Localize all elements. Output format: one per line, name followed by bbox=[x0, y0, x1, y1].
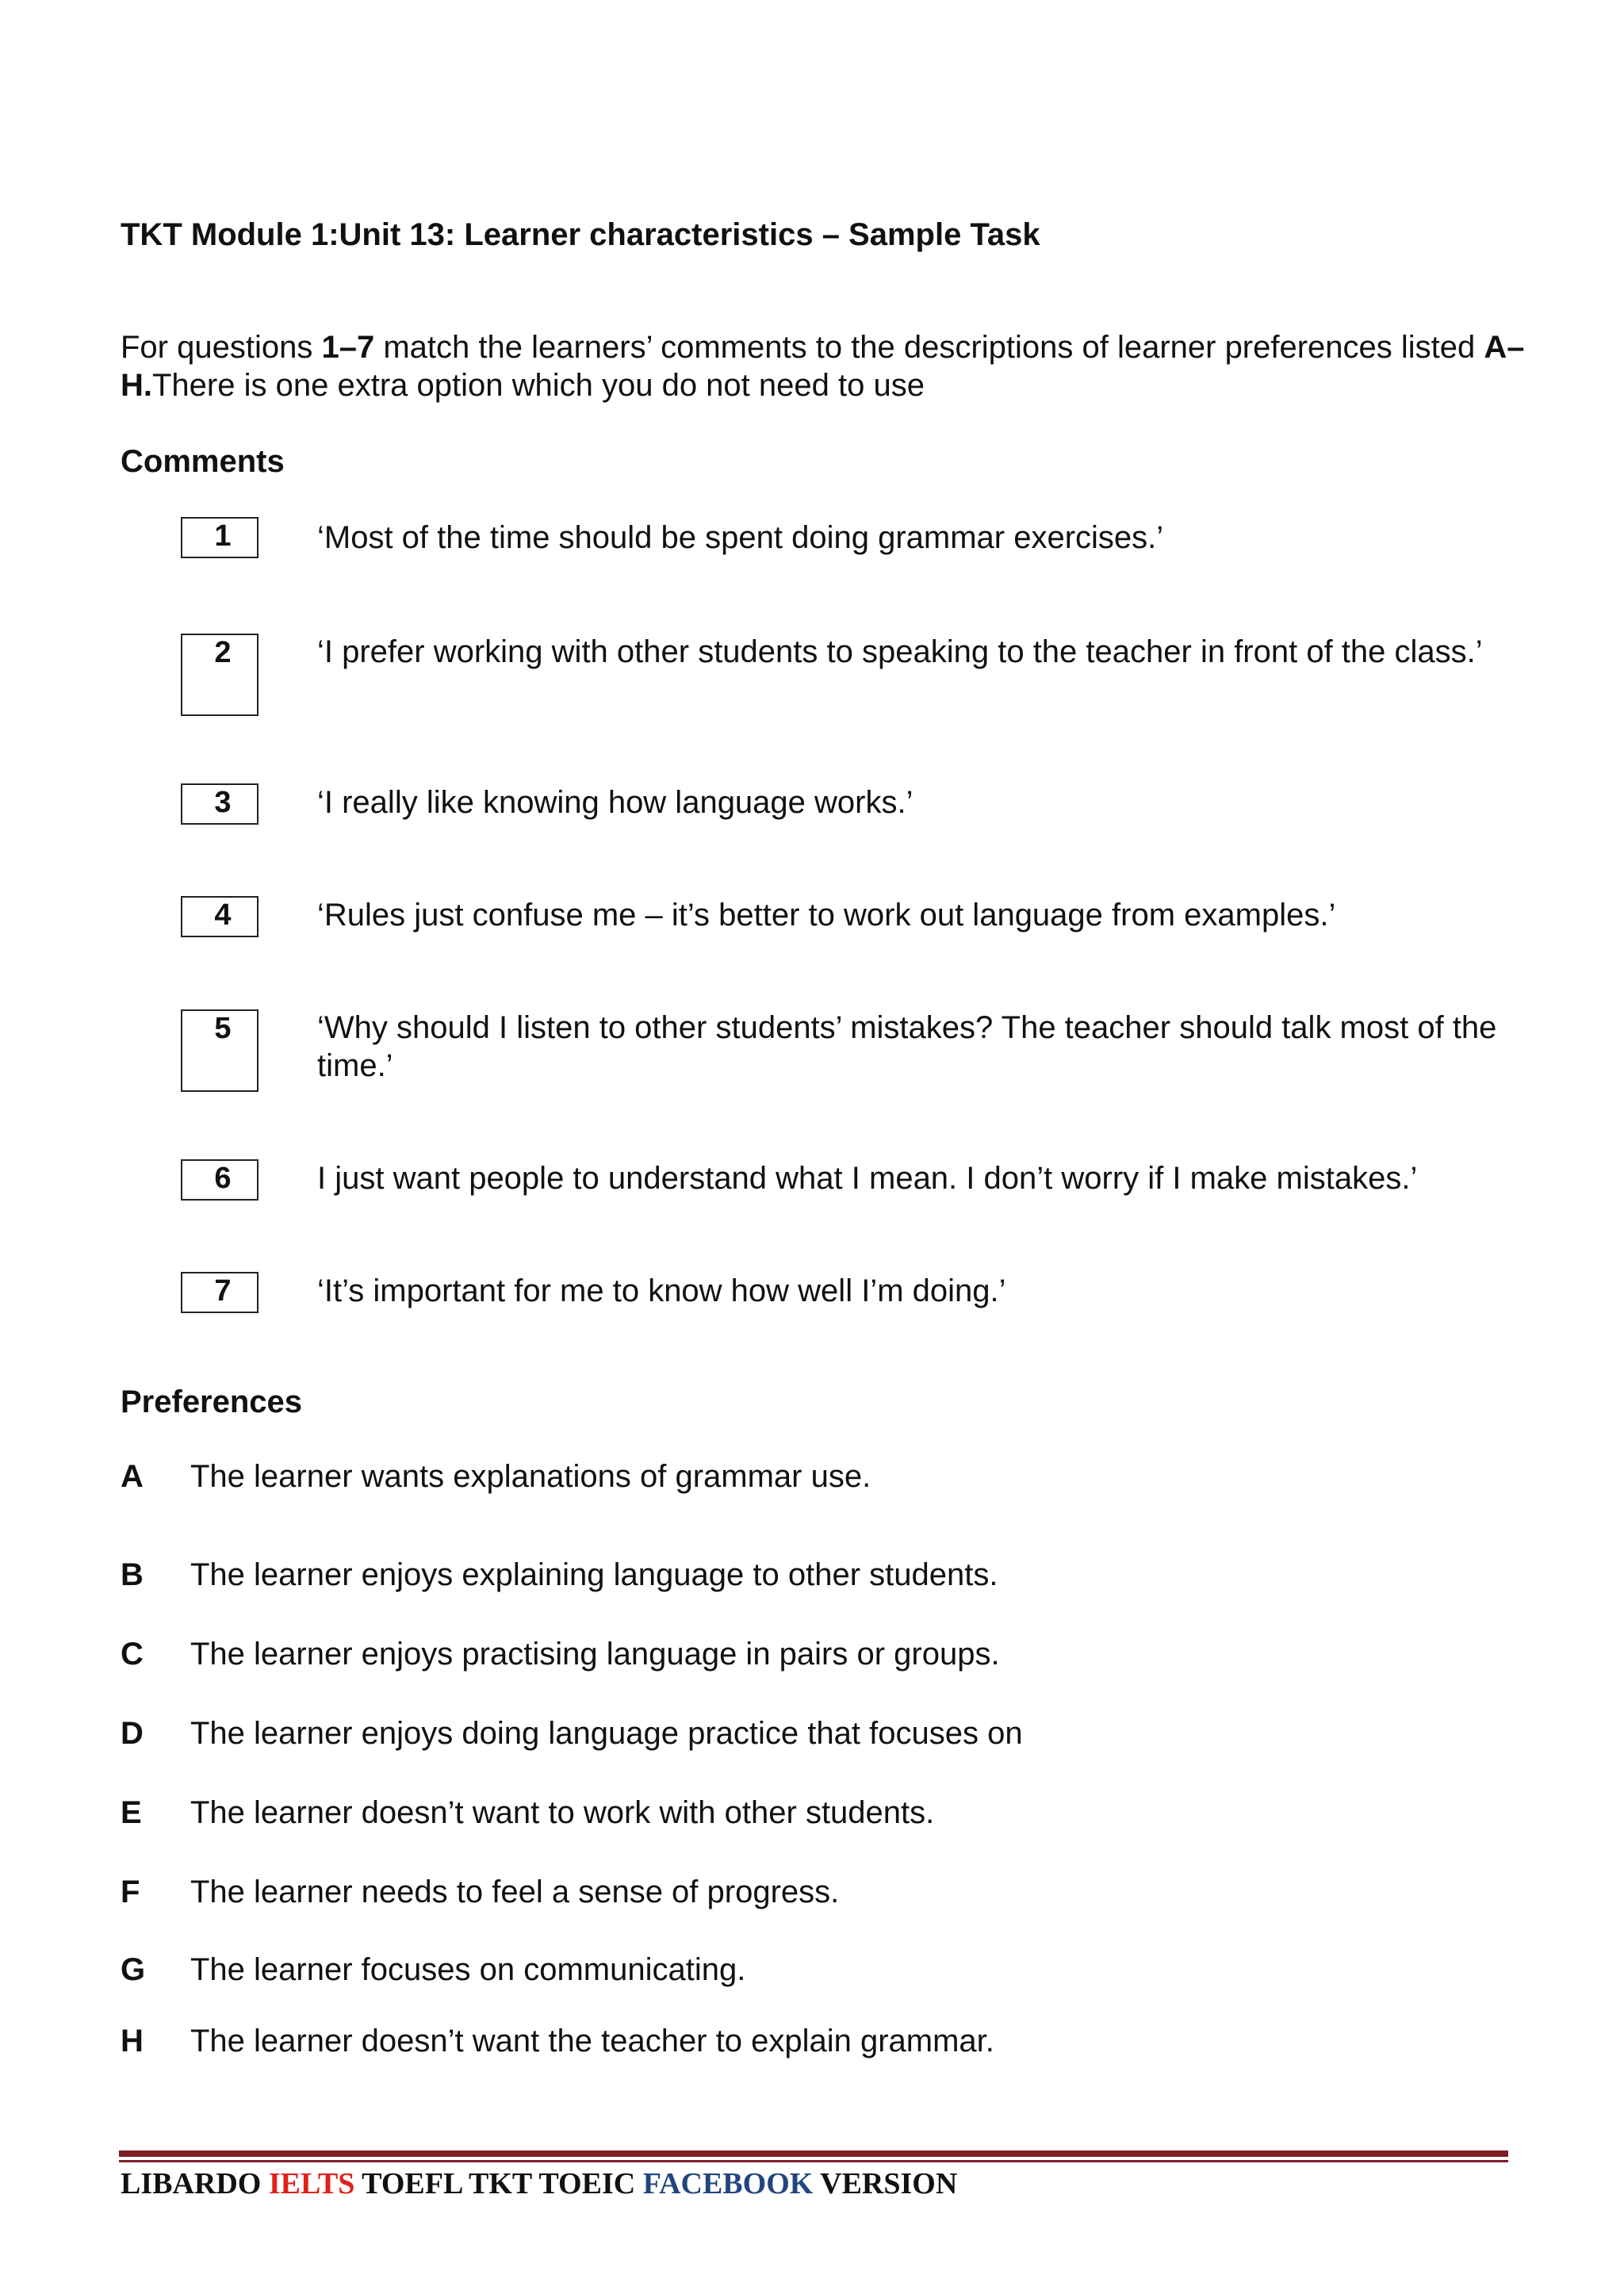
preference-letter-e: E bbox=[121, 1795, 142, 1830]
comment-text-6: I just want people to understand what I mean. I don’t worry if I make mistakes.’ bbox=[317, 1161, 1418, 1196]
comment-number: 4 bbox=[214, 898, 232, 932]
comment-number: 6 bbox=[214, 1162, 232, 1195]
comment-number: 3 bbox=[214, 786, 232, 819]
instructions-pre: For questions bbox=[121, 330, 322, 365]
answer-box-6[interactable] bbox=[181, 1159, 259, 1201]
answer-box-3[interactable] bbox=[181, 783, 259, 825]
preference-letter-h: H bbox=[121, 2024, 144, 2058]
comment-number: 1 bbox=[214, 519, 232, 553]
comment-text-4: ‘Rules just confuse me – it’s better to work out language from examples.’ bbox=[317, 898, 1336, 933]
instructions-mid: match the learners’ comments to the descriptions of learner preferences listed bbox=[374, 330, 1484, 365]
preference-text-g: The learner focuses on communicating. bbox=[190, 1952, 746, 1987]
footer-version: VERSION bbox=[813, 2167, 958, 2200]
answer-box-7[interactable] bbox=[181, 1272, 259, 1313]
option-range: A–H. bbox=[121, 330, 1525, 403]
preference-text-a: The learner wants explanations of grammar use. bbox=[190, 1459, 871, 1494]
question-range: 1–7 bbox=[321, 330, 375, 365]
preference-text-b: The learner enjoys explaining language to other students. bbox=[190, 1557, 998, 1592]
preference-letter-b: B bbox=[121, 1557, 144, 1592]
comments-heading: Comments bbox=[121, 444, 285, 479]
comment-number: 5 bbox=[214, 1012, 232, 1045]
comment-text-3: ‘I really like knowing how language works.’ bbox=[317, 785, 914, 820]
preference-letter-d: D bbox=[121, 1716, 144, 1751]
preferences-heading: Preferences bbox=[121, 1384, 303, 1419]
answer-box-2[interactable] bbox=[181, 634, 259, 716]
preference-letter-a: A bbox=[121, 1459, 144, 1494]
comment-text-7: ‘It’s important for me to know how well I’m doing.’ bbox=[317, 1273, 1006, 1308]
footer-ielts: IELTS bbox=[268, 2167, 355, 2200]
instructions-post: There is one extra option which you do not need to use bbox=[152, 368, 925, 403]
preference-text-f: The learner needs to feel a sense of progress. bbox=[190, 1875, 840, 1909]
comment-text-5: ‘Why should I listen to other students’ mistakes? The teacher should talk most of the time.’ bbox=[317, 1010, 1497, 1083]
preference-text-c: The learner enjoys practising language in pairs or groups. bbox=[190, 1637, 1000, 1672]
answer-box-4[interactable] bbox=[181, 896, 259, 937]
answer-box-1[interactable] bbox=[181, 517, 259, 558]
preference-letter-f: F bbox=[121, 1875, 140, 1909]
preference-text-d: The learner enjoys doing language practice that focuses on bbox=[190, 1716, 1023, 1751]
instructions bbox=[121, 328, 1532, 404]
footer-rule bbox=[119, 2150, 1508, 2157]
footer-name: LIBARDO bbox=[121, 2167, 269, 2200]
preference-text-e: The learner doesn’t want to work with other students. bbox=[190, 1795, 935, 1830]
preference-letter-g: G bbox=[121, 1952, 146, 1987]
comment-number: 7 bbox=[214, 1274, 232, 1308]
answer-box-5[interactable] bbox=[181, 1009, 259, 1092]
preference-text-h: The learner doesn’t want the teacher to explain grammar. bbox=[190, 2024, 994, 2058]
comment-number: 2 bbox=[214, 636, 232, 669]
footer-facebook: FACEBOOK bbox=[642, 2167, 814, 2200]
page-title: TKT Module 1:Unit 13: Learner characteristics – Sample Task bbox=[121, 217, 1040, 252]
comment-text-1: ‘Most of the time should be spent doing grammar exercises.’ bbox=[317, 520, 1164, 555]
footer-exams: TOEFL TKT TOEIC bbox=[354, 2167, 643, 2200]
footer bbox=[121, 2165, 957, 2203]
footer-rule-thin bbox=[119, 2160, 1508, 2162]
preference-letter-c: C bbox=[121, 1637, 144, 1672]
comment-text-2: ‘I prefer working with other students to speaking to the teacher in front of the class.’ bbox=[317, 634, 1483, 669]
